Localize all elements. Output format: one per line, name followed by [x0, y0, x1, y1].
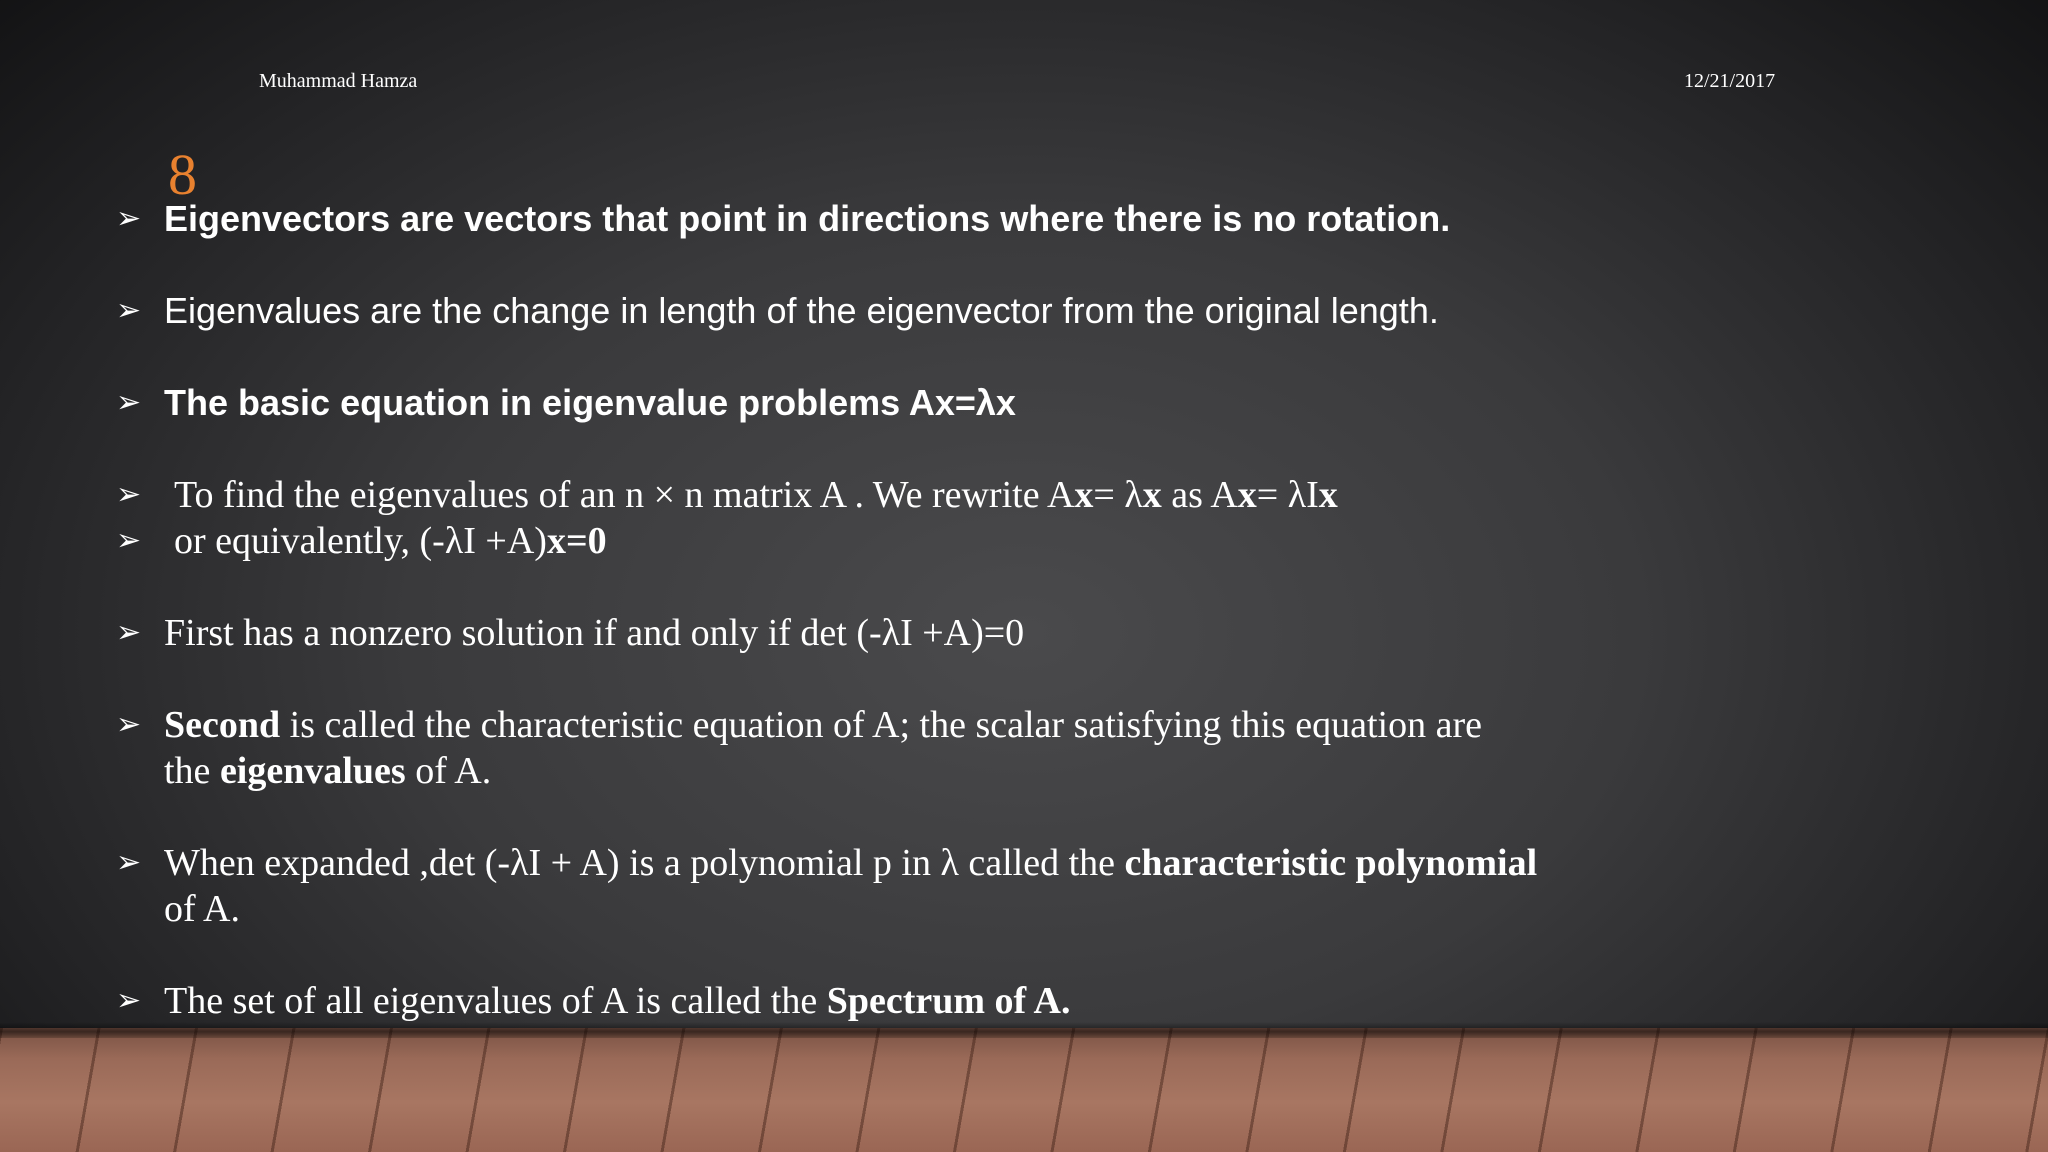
bullet-characteristic-equation [116, 702, 1504, 794]
bullet-characteristic-polynomial [116, 840, 1564, 932]
arrow-bullet-icon: ➢ [116, 707, 142, 742]
arrow-bullet-icon: ➢ [116, 385, 142, 420]
text-run-bold: x [1237, 474, 1257, 516]
bullet-nonzero-solution [116, 610, 1624, 656]
arrow-bullet-icon: ➢ [116, 983, 142, 1018]
arrow-bullet-icon: ➢ [116, 615, 142, 650]
bullet-basic-equation [116, 380, 1624, 426]
text-run-bold: eigenvalues [219, 750, 406, 792]
text-run-bold: characteristic polynomial [1124, 842, 1538, 884]
bullet-spectrum [116, 978, 1624, 1024]
text-run-bold: Second [164, 704, 281, 746]
bullet-find-eigenvalues [116, 472, 1634, 518]
bullet-text [164, 518, 1634, 564]
wood-floor-background [0, 1028, 2048, 1152]
bullet-eigenvalues [116, 288, 1624, 334]
bullet-text [164, 702, 1504, 794]
bullet-equivalently [116, 518, 1634, 564]
text-run: = λ [1093, 474, 1143, 516]
text-run: of A. [405, 750, 492, 792]
arrow-bullet-icon: ➢ [116, 523, 142, 558]
text-run-bold: Spectrum of A. [826, 980, 1071, 1022]
bullet-eigenvectors [116, 196, 1624, 242]
text-run: as A [1161, 474, 1238, 516]
bullet-text: Eigenvalues are the change in length of the eigenvector from the original length. [164, 290, 1439, 331]
bullet-text: First has a nonzero solution if and only if det (-λI +A)=0 [164, 612, 1025, 654]
text-run: or equivalently, (-λI +A) [174, 520, 547, 562]
arrow-bullet-icon: ➢ [116, 845, 142, 880]
text-run: When expanded ,det (-λI + A) is a polynomial p in λ called the [164, 842, 1125, 884]
text-run-bold: x [1074, 474, 1094, 516]
text-run: = λI [1256, 474, 1319, 516]
bullet-text [164, 978, 1624, 1024]
text-run: of A. [164, 888, 240, 930]
text-run: is called the characteristic equation of A; the scalar satisfying this equation are the [164, 704, 1482, 792]
bullet-text [164, 840, 1564, 932]
bullet-text: The basic equation in eigenvalue problems Ax=λx [164, 382, 1016, 423]
arrow-bullet-icon: ➢ [116, 477, 142, 512]
slide-date: 12/21/2017 [1684, 70, 1776, 92]
text-run-bold: x=0 [546, 520, 607, 562]
arrow-bullet-icon: ➢ [116, 201, 142, 236]
text-run-bold: x [1318, 474, 1338, 516]
arrow-bullet-icon: ➢ [116, 293, 142, 328]
author-name: Muhammad Hamza [259, 70, 418, 92]
bullet-text: Eigenvectors are vectors that point in directions where there is no rotation. [164, 198, 1451, 239]
bullet-text [164, 472, 1634, 518]
slide-number: 8 [168, 142, 197, 207]
text-run: The set of all eigenvalues of A is called the [164, 980, 827, 1022]
text-run-bold: x [1142, 474, 1162, 516]
text-run: To find the eigenvalues of an n × n matrix A . We rewrite A [174, 474, 1075, 516]
floor-shadow [0, 1022, 2048, 1038]
